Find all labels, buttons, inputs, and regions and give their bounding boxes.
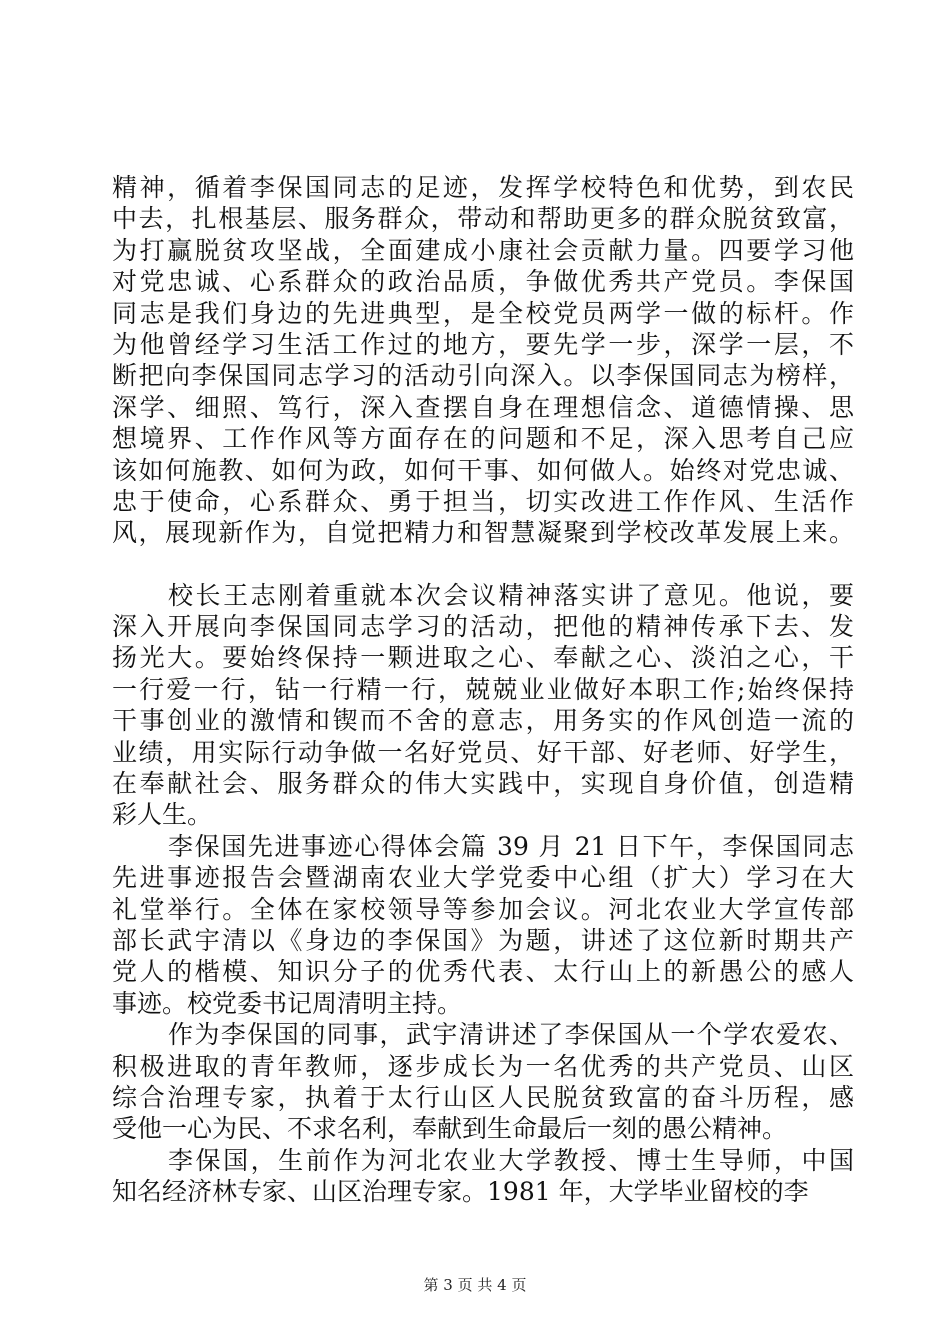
paragraph: [112, 172, 854, 549]
text-line: 综合治理专家，执着于太行山区人民脱贫致富的奋斗历程，感: [112, 1082, 854, 1112]
text-line: 中去，扎根基层、服务群众，带动和帮助更多的群众脱贫致富，: [112, 204, 854, 234]
text-line: 风，展现新作为，自觉把精力和智慧凝聚到学校改革发展上来。: [112, 518, 854, 548]
text-line: 干事创业的激情和锲而不舍的意志，用务实的作风创造一流的: [112, 706, 854, 736]
text-line: 党人的楷模、知识分子的优秀代表、太行山上的新愚公的感人: [112, 957, 854, 987]
text-line: 为打赢脱贫攻坚战，全面建成小康社会贡献力量。四要学习他: [112, 235, 854, 265]
text-line: 同志是我们身边的先进典型，是全校党员两学一做的标杆。作: [112, 298, 854, 328]
text-line: 一行爱一行，钻一行精一行，兢兢业业做好本职工作;始终保持: [112, 674, 854, 704]
text-line: 作为李保国的同事，武宇清讲述了李保国从一个学农爱农、: [168, 1020, 854, 1050]
text-line: 部长武宇清以《身边的李保国》为题，讲述了这位新时期共产: [112, 925, 854, 955]
document-body: [112, 172, 854, 1208]
text-line: 李保国，生前作为河北农业大学教授、博士生导师，中国: [168, 1145, 854, 1175]
paragraph: [112, 1019, 854, 1145]
text-line: 深入开展向李保国同志学习的活动，把他的精神传承下去、发: [112, 612, 854, 642]
text-line: 在奉献社会、服务群众的伟大实践中，实现自身价值，创造精: [112, 769, 854, 799]
text-line: 彩人生。: [112, 800, 213, 830]
text-line: 校长王志刚着重就本次会议精神落实讲了意见。他说，要: [168, 580, 854, 610]
text-line: 业绩，用实际行动争做一名好党员、好干部、好老师、好学生，: [112, 737, 854, 767]
page-footer: 第 3 页 共 4 页: [423, 1276, 527, 1294]
paragraph: [112, 580, 854, 831]
text-line: 知名经济林专家、山区治理专家。1981 年，大学毕业留校的李: [112, 1177, 809, 1207]
text-line: 深学、细照、笃行，深入查摆自身在理想信念、道德情操、思: [112, 392, 854, 422]
text-line: 想境界、工作作风等方面存在的问题和不足，深入思考自己应: [112, 424, 854, 454]
text-line: 断把向李保国同志学习的活动引向深入。以李保国同志为榜样，: [112, 361, 854, 391]
text-line: 积极进取的青年教师，逐步成长为一名优秀的共产党员、山区: [112, 1051, 854, 1081]
paragraph: [112, 1145, 854, 1208]
text-line: 为他曾经学习生活工作过的地方，要先学一步，深学一层，不: [112, 329, 854, 359]
text-line: 礼堂举行。全体在家校领导等参加会议。河北农业大学宣传部: [112, 894, 854, 924]
paragraph-gap: [112, 549, 854, 580]
text-line: 该如何施教、如何为政，如何干事、如何做人。始终对党忠诚、: [112, 455, 854, 485]
text-line: 先进事迹报告会暨湖南农业大学党委中心组（扩大）学习在大: [112, 863, 854, 893]
text-line: 对党忠诚、心系群众的政治品质，争做优秀共产党员。李保国: [112, 267, 854, 297]
text-line: 事迹。校党委书记周清明主持。: [112, 988, 463, 1018]
text-line: 李保国先进事迹心得体会篇 39 月 21 日下午，李保国同志: [168, 831, 854, 861]
paragraph: [112, 831, 854, 1019]
text-line: 受他一心为民、不求名利，奉献到生命最后一刻的愚公精神。: [112, 1114, 788, 1144]
text-line: 扬光大。要始终保持一颗进取之心、奉献之心、淡泊之心，干: [112, 643, 854, 673]
text-line: 精神，循着李保国同志的足迹，发挥学校特色和优势，到农民: [112, 173, 854, 202]
text-line: 忠于使命，心系群众、勇于担当，切实改进工作作风、生活作: [112, 486, 854, 516]
